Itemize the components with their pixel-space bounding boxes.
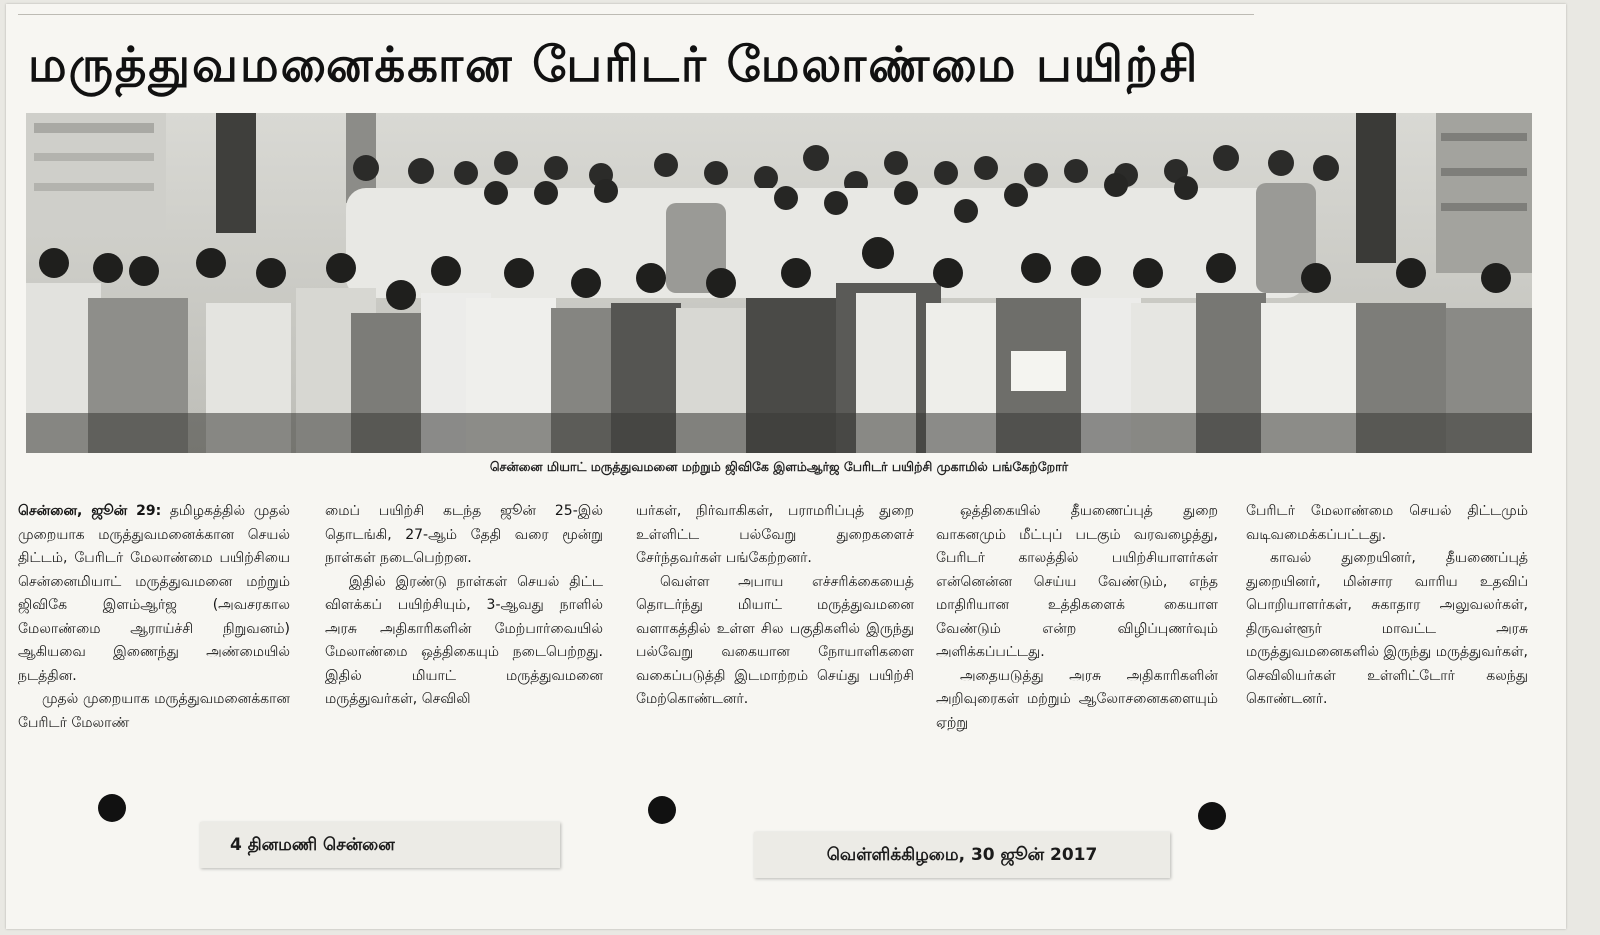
column-3-paragraph-2: வெள்ள அபாய எச்சரிக்கையைத் தொடர்ந்து மியாட் மருத்துவமனை வளாகத்தில் உள்ள சில பகுதிகளில் இருந்து பல்வேறு வகையான நோயாளிகளை வகைப்படுத்தி இடமாற்றம் செய்து பயிற்சி மேற்கொண்டனர்.	[636, 573, 914, 707]
article-column-2	[325, 500, 603, 800]
article-column-3	[636, 500, 914, 800]
column-2-paragraph-2: இதில் இரண்டு நாள்கள் செயல் திட்ட விளக்கப் பயிற்சியும், 3-ஆவது நாளில் அரசு அதிகாரிகளின் மேற்பார்வையில் மேலாண்மை ஒத்திகையும் நடைபெற்றது. இதில் மியாட் மருத்துவமனை மருத்துவர்கள், செவிலி	[325, 573, 603, 707]
article-column-4	[936, 500, 1218, 800]
article-column-1	[18, 500, 290, 800]
column-5-paragraph-1: பேரிடர் மேலாண்மை செயல் திட்டமும் வடிவமைக்கப்பட்டது.	[1246, 503, 1528, 543]
bullet-dot	[1198, 802, 1226, 830]
group-photo-illustration	[26, 113, 1532, 453]
column-1-paragraph-1	[18, 500, 290, 688]
group-photo	[26, 113, 1532, 453]
top-rule	[18, 14, 1254, 15]
column-1-text: தமிழகத்தில் முதல் முறையாக மருத்துவமனைக்கான செயல் திட்டம், பேரிடர் மேலாண்மை பயிற்சியை சென்னைமியாட் மருத்துவமனை மற்றும் ஜிவிகே இளம்ஆர்ஜ (அவசரகால மேலாண்மை ஆராய்ச்சி நிறுவனம்) ஆகியவை இணைந்து அண்மையில் நடத்தின.	[18, 503, 290, 684]
column-5-paragraph-2: காவல் துறையினர், தீயணைப்புத் துறையினர், மின்சார வாரிய உதவிப் பொறியாளர்கள், சுகாதார அலுவலர்கள், திருவள்ளூர் மாவட்ட அரசு மருத்துவமனைகளில் இருந்து மருத்துவர்கள், செவிலியர்கள் உள்ளிட்டோர் கலந்து கொண்டனர்.	[1246, 550, 1528, 707]
article-column-5	[1246, 500, 1528, 800]
column-4-paragraph-1: ஒத்திகையில் தீயணைப்புத் துறை வாகனமும் மீட்புப் படகும் வரவழைத்து, பேரிடர் காலத்தில் பயிற்சியாளர்கள் என்னென்ன செய்ய வேண்டும், எந்த மாதிரியான உத்திகளைக் கையாள வேண்டும் என்ற விழிப்புணர்வும் அளிக்கப்பட்டது.	[936, 503, 1218, 660]
column-4-paragraph-2: அதையடுத்து அரசு அதிகாரிகளின் அறிவுரைகள் மற்றும் ஆலோசனைகளையும் ஏற்று	[936, 667, 1218, 731]
newspaper-clipping	[6, 4, 1566, 929]
bullet-dot	[98, 794, 126, 822]
page-footer-left: 4 தினமணி சென்னை	[200, 822, 560, 868]
headline: மருத்துவமனைக்கான பேரிடர் மேலாண்மை பயிற்சி	[28, 37, 1200, 93]
column-3-paragraph-1: யர்கள், நிர்வாகிகள், பராமரிப்புத் துறை உள்ளிட்ட பல்வேறு துறைகளைச் சேர்ந்தவர்கள் பங்கேற்றனர்.	[636, 503, 914, 566]
column-1-paragraph-2: முதல் முறையாக மருத்துவமனைக்கான பேரிடர் மேலாண்	[18, 691, 290, 731]
photo-caption: சென்னை மியாட் மருத்துவமனை மற்றும் ஜிவிகே இளம்ஆர்ஜ பேரிடர் பயிற்சி முகாமில் பங்கேற்றோர்	[489, 459, 1069, 474]
column-2-paragraph-1: மைப் பயிற்சி கடந்த ஜூன் 25-இல் தொடங்கி, 27-ஆம் தேதி வரை மூன்று நாள்கள் நடைபெற்றன.	[325, 503, 603, 566]
page-footer-date: வெள்ளிக்கிழமை, 30 ஜூன் 2017	[754, 832, 1170, 878]
dateline: சென்னை, ஜூன் 29:	[18, 503, 162, 519]
bullet-dot	[648, 796, 676, 824]
